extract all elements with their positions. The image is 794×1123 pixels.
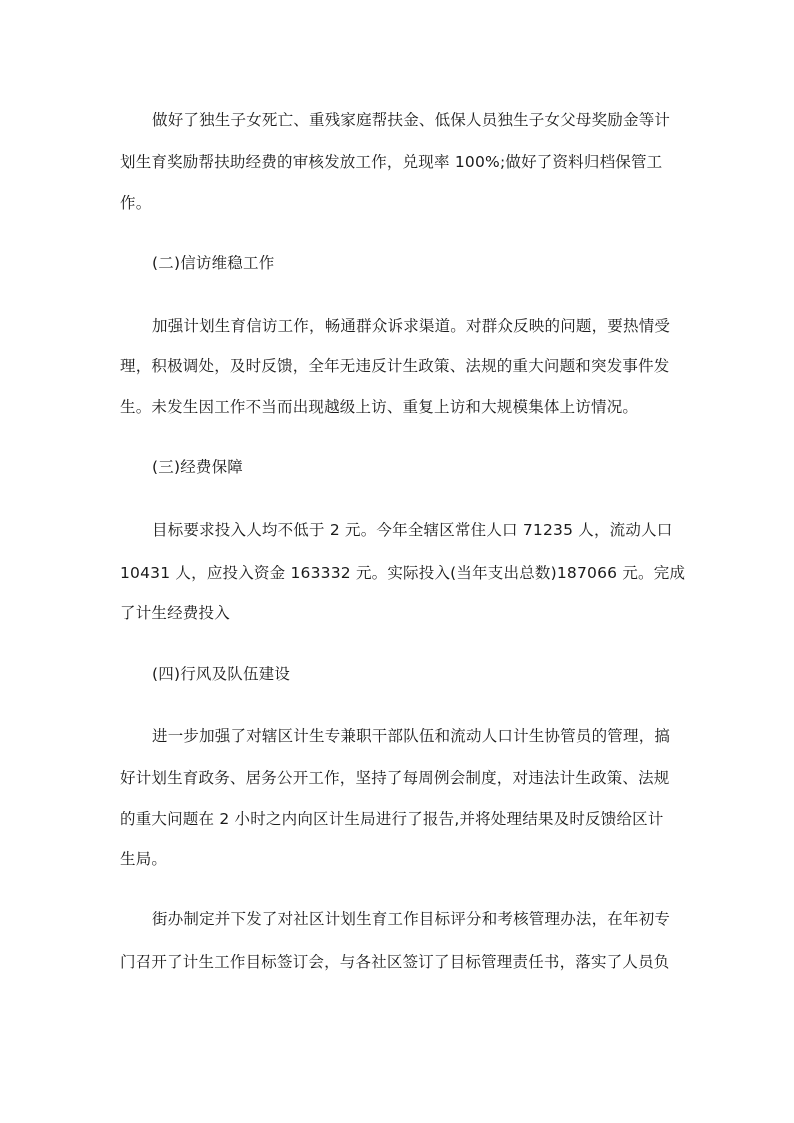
paragraph-5-line-1: 街办制定并下发了对社区计划生育工作目标评分和考核管理办法，在年初专 [152, 910, 671, 928]
paragraph-2-line-1: 加强计划生育信访工作，畅通群众诉求渠道。对群众反映的问题，要热情受 [152, 317, 671, 335]
paragraph-1-line-3: 作。 [120, 194, 152, 212]
section-heading-3: (三)经费保障 [152, 458, 243, 476]
paragraph-5-line-2: 门召开了计生工作目标签订会，与各社区签订了目标管理责任书，落实了人员负 [120, 953, 670, 971]
paragraph-4-line-3: 的重大问题在 2 小时之内向区计生局进行了报告,并将处理结果及时反馈给区计 [120, 810, 664, 828]
paragraph-3-line-3: 了计生经费投入 [120, 604, 230, 622]
section-heading-4: (四)行风及队伍建设 [152, 665, 291, 683]
paragraph-2-line-2: 理，积极调处，及时反馈，全年无违反计生政策、法规的重大问题和突发事件发 [120, 357, 670, 375]
paragraph-1-line-1: 做好了独生子女死亡、重残家庭帮扶金、低保人员独生子女父母奖励金等计 [152, 111, 671, 129]
paragraph-4-line-4: 生局。 [120, 850, 168, 868]
paragraph-3-line-2: 10431 人，应投入资金 163332 元。实际投入(当年支出总数)187066 元。完成 [120, 564, 686, 582]
paragraph-1-line-2: 划生育奖励帮扶助经费的审核发放工作，兑现率 100%;做好了资料归档保管工 [120, 153, 663, 171]
paragraph-3-line-1: 目标要求投入人均不低于 2 元。今年全辖区常住人口 71235 人，流动人口 [152, 521, 673, 539]
paragraph-2-line-3: 生。未发生因工作不当而出现越级上访、重复上访和大规模集体上访情况。 [120, 398, 639, 416]
section-heading-2: (二)信访维稳工作 [152, 254, 275, 272]
paragraph-4-line-1: 进一步加强了对辖区计生专兼职干部队伍和流动人口计生协管员的管理，搞 [152, 727, 671, 745]
paragraph-4-line-2: 好计划生育政务、居务公开工作，坚持了每周例会制度，对违法计生政策、法规 [120, 769, 670, 787]
